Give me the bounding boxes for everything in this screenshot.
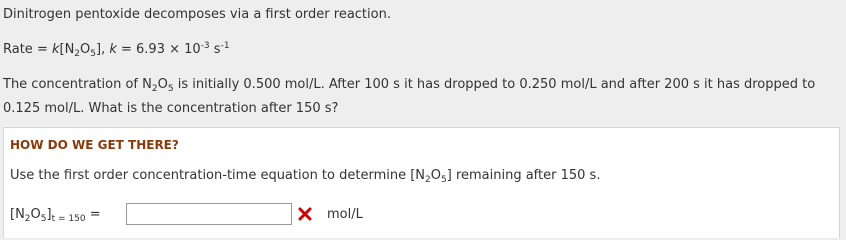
panel-instruction: [10, 168, 600, 184]
k-exponent: -3: [200, 41, 210, 51]
rate-o: O: [80, 42, 91, 57]
concentration-answer-input[interactable]: [126, 203, 292, 225]
rate-prefix: Rate =: [3, 42, 52, 57]
incorrect-x-icon: [297, 205, 313, 223]
rate-bracket-close: ],: [96, 42, 110, 57]
concentration-text-part2: is initially 0.500 mol/L. After 100 s it has dropped to 0.250 mol/L and after 200 s it has dropped to: [173, 77, 816, 92]
conc-sub-o: 5: [167, 84, 174, 94]
answer-label-close: ]: [46, 207, 52, 222]
unit-label: mol/L: [327, 207, 363, 222]
rate-equation: [3, 42, 230, 58]
panel-title: HOW DO WE GET THERE?: [10, 138, 179, 152]
rate-bracket-open: [N: [59, 42, 75, 57]
ans-sub-o: 5: [40, 214, 47, 224]
concentration-text-line1: [3, 77, 815, 93]
answer-label: [10, 207, 101, 223]
rate-sub-n: 2: [74, 49, 81, 59]
ans-sub-n: 2: [24, 214, 31, 224]
concentration-text-part1: The concentration of N: [3, 77, 152, 92]
answer-row: [10, 203, 830, 227]
hint-panel: [3, 127, 840, 238]
time-subscript: t = 150: [51, 214, 86, 224]
k-unit-exponent: -1: [220, 41, 230, 51]
conc-sub-n: 2: [151, 84, 158, 94]
instruction-part2: ] remaining after 150 s.: [446, 168, 601, 183]
equals-sign: =: [85, 207, 101, 222]
instr-sub-n: 2: [425, 175, 431, 185]
concentration-text-line2: 0.125 mol/L. What is the concentration after 150 s?: [3, 101, 339, 116]
k-label: k: [109, 42, 117, 57]
k-unit: s: [209, 42, 221, 57]
instr-o: O: [430, 168, 441, 183]
rate-sub-o: 5: [90, 49, 96, 59]
rate-k-variable: k: [51, 42, 60, 57]
conc-o: O: [157, 77, 168, 92]
answer-label-open: [N: [10, 207, 25, 222]
instruction-part1: Use the first order concentration-time equation to determine [N: [10, 168, 426, 183]
problem-intro: Dinitrogen pentoxide decomposes via a first order reaction.: [3, 7, 391, 22]
k-value: = 6.93 × 10: [116, 42, 201, 57]
instr-sub-o: 5: [441, 175, 447, 185]
ans-o: O: [30, 207, 41, 222]
